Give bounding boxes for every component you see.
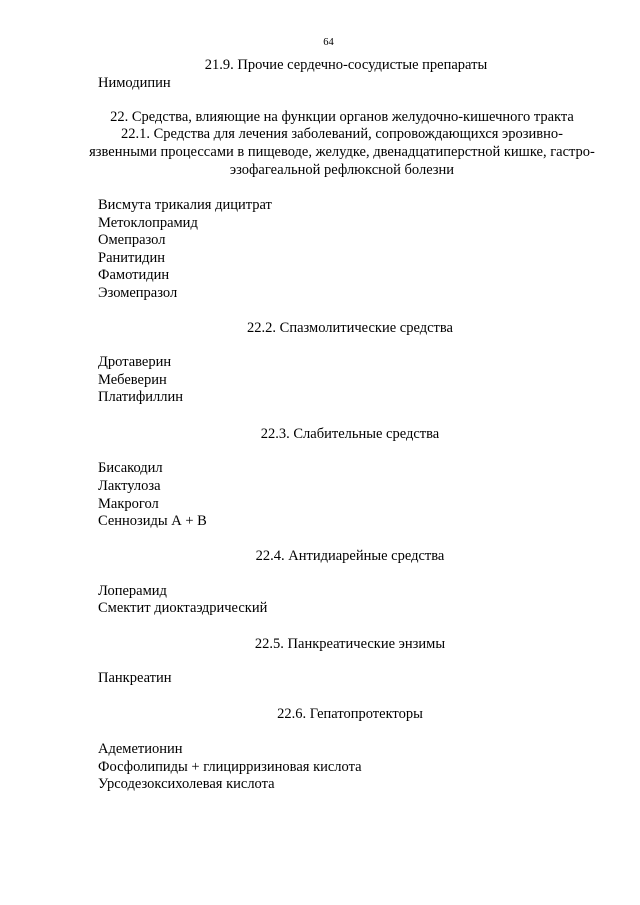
section-22-5-title: 22.5. Панкреатические энзимы xyxy=(254,636,446,652)
drug-item: Дротаверин xyxy=(98,354,172,370)
section-21-9-title: 21.9. Прочие сердечно-сосудистые препараты xyxy=(204,57,488,73)
section-22-3-title: 22.3. Слабительные средства xyxy=(260,426,440,442)
drug-item: Панкреатин xyxy=(98,670,172,686)
drug-item: Ранитидин xyxy=(98,250,166,266)
drug-item: Висмута трикалия дицитрат xyxy=(98,197,272,213)
drug-item: Лоперамид xyxy=(98,583,167,599)
section-22-4-title: 22.4. Антидиарейные средства xyxy=(255,548,445,564)
section-22-1-title-line-1: 22.1. Средства для лечения заболеваний, сопровождающихся эрозивно- xyxy=(121,126,563,142)
drug-item: Смектит диоктаэдрический xyxy=(98,600,268,616)
drug-item: Бисакодил xyxy=(98,460,163,476)
section-22-1-title-line-2: язвенными процессами в пищеводе, желудке, двенадцатиперстной кишке, гастро- xyxy=(89,144,595,160)
section-22-2-title: 22.2. Спазмолитические средства xyxy=(247,320,453,336)
drug-item: Сеннозиды А + В xyxy=(98,513,207,529)
drug-item: Платифиллин xyxy=(98,389,184,405)
drug-item: Нимодипин xyxy=(98,75,171,91)
section-22-1-title-line-3: эзофагеальной рефлюксной болезни xyxy=(229,162,455,178)
drug-item: Метоклопрамид xyxy=(98,215,198,231)
page-number: 64 xyxy=(323,37,334,48)
drug-item: Эзомепразол xyxy=(98,285,178,301)
drug-item: Лактулоза xyxy=(98,478,161,494)
drug-item: Макрогол xyxy=(98,496,159,512)
drug-item: Фосфолипиды + глицирризиновая кислота xyxy=(98,759,362,775)
drug-item: Омепразол xyxy=(98,232,166,248)
drug-item: Мебеверин xyxy=(98,372,167,388)
section-22-6-title: 22.6. Гепатопротекторы xyxy=(277,706,423,722)
section-22-title: 22. Средства, влияющие на функции органов желудочно-кишечного тракта xyxy=(110,109,574,125)
drug-item: Урсодезоксихолевая кислота xyxy=(98,776,275,792)
drug-item: Адеметионин xyxy=(98,741,183,757)
drug-item: Фамотидин xyxy=(98,267,170,283)
